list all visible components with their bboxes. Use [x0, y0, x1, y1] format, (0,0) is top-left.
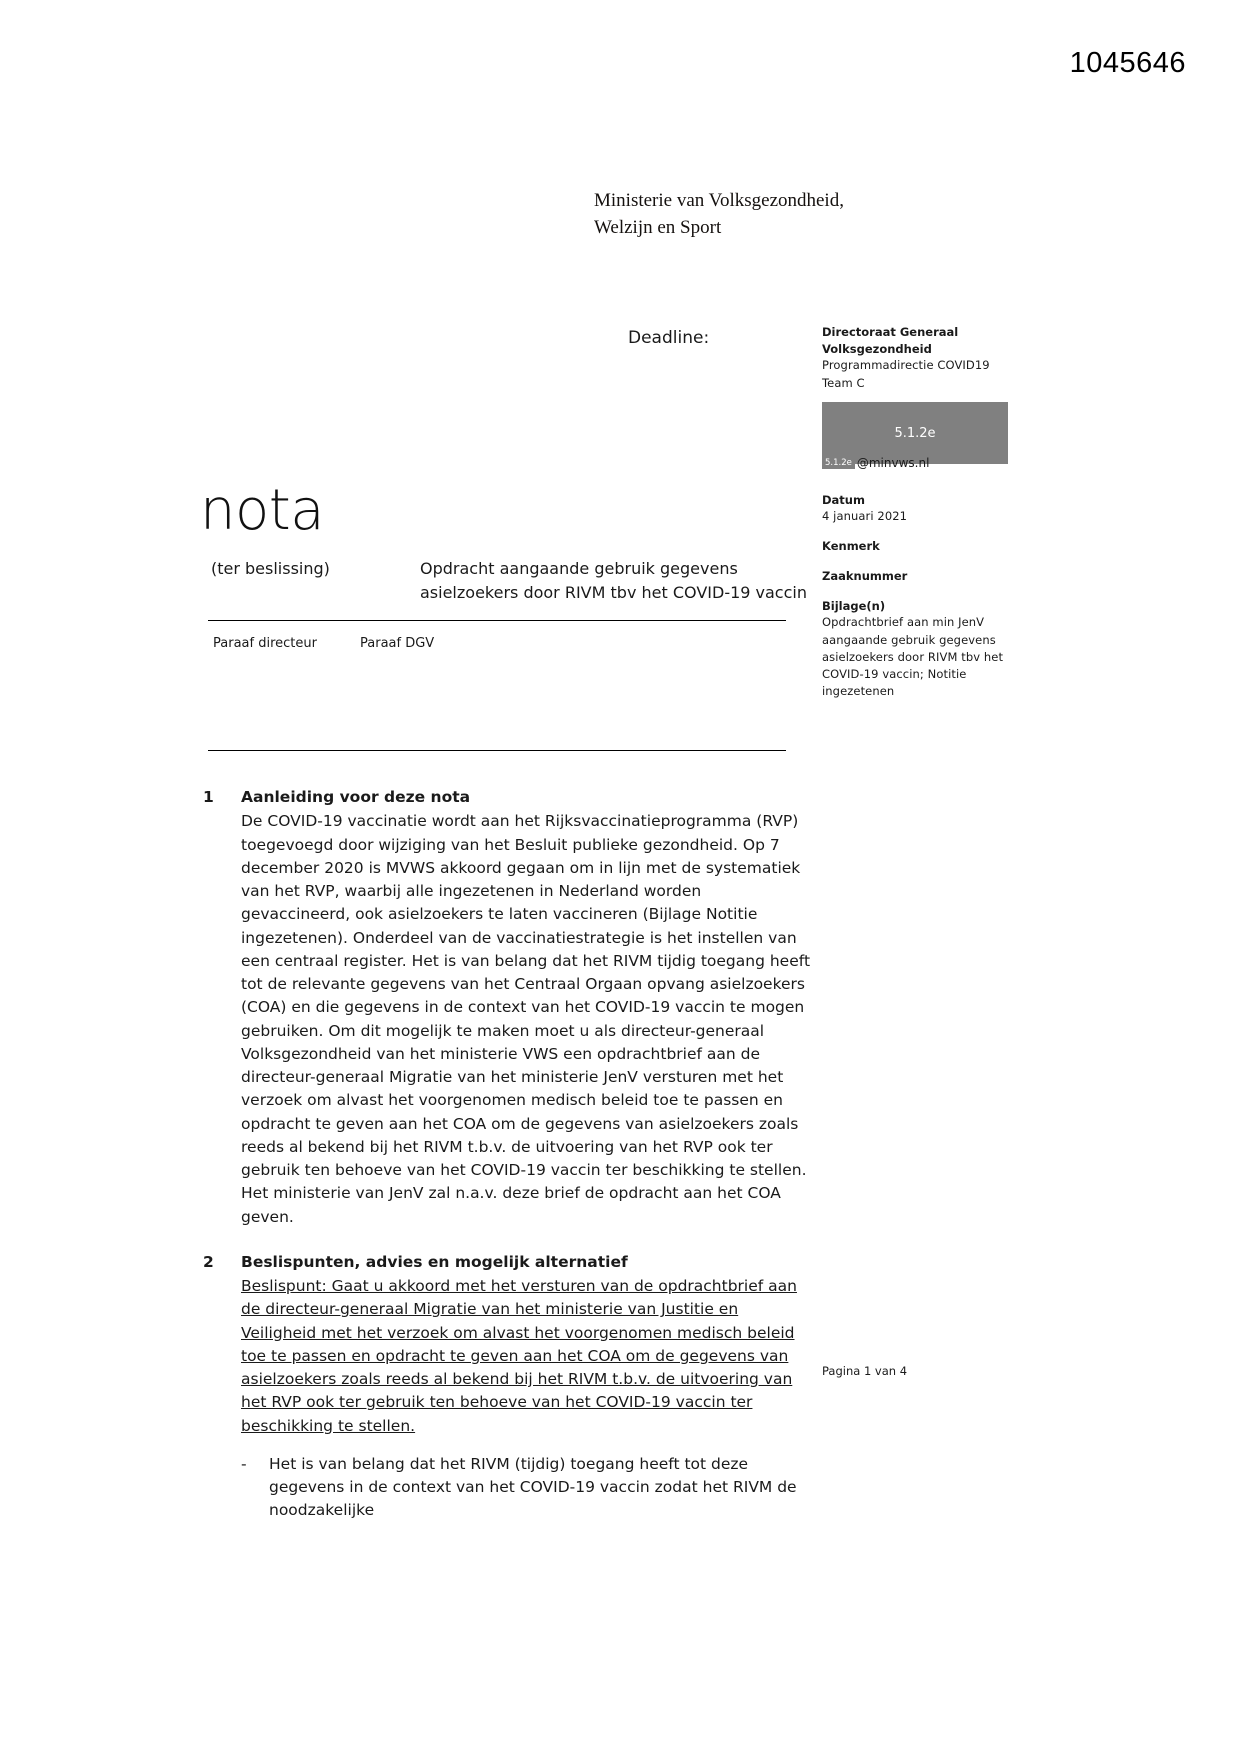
email-redaction-code: 5.1.2e [822, 457, 855, 469]
section-2 [203, 1251, 811, 1523]
meta-sidebar [822, 324, 1022, 701]
initials-director-label: Paraaf directeur [213, 636, 317, 651]
bullet-text: Het is van belang dat het RIVM (tijdig) toegang heeft tot deze gegevens in de context van het COVID-19 vaccin zodat het RIVM de noodzakelijke [269, 1454, 797, 1520]
case-number-label: Zaaknummer [822, 569, 908, 584]
section-2-number: 2 [203, 1252, 214, 1271]
directorate-line-2: Volksgezondheid [822, 341, 932, 356]
page-title: nota [200, 478, 325, 543]
list-item [241, 1453, 811, 1523]
memo-subject: Opdracht aangaande gebruik gegevens asielzoekers door RIVM tbv het COVID-19 vaccin [420, 559, 807, 602]
page-footer: Pagina 1 van 4 [822, 1364, 908, 1378]
section-2-heading: Beslispunten, advies en mogelijk alternatief [241, 1252, 628, 1271]
attachments-label: Bijlage(n) [822, 598, 886, 613]
document-number: 1045646 [1069, 47, 1186, 79]
section-1-heading: Aanleiding voor deze nota [241, 788, 471, 806]
ministry-line-1: Ministerie van Volksgezondheid, [594, 190, 844, 211]
team-name: Team C [822, 375, 865, 390]
attachments-value: Opdrachtbrief aan min JenV aangaande gebruik gegevens asielzoekers door RIVM tbv het COVID-19 vaccin; Notitie ingezetenen [822, 615, 1004, 699]
redaction-code: 5.1.2e [894, 425, 936, 441]
email-line [822, 456, 929, 470]
ministry-header [594, 188, 844, 242]
email-domain: @minvws.nl [856, 456, 930, 470]
date-value: 4 januari 2021 [822, 509, 908, 524]
section-1-paragraph: De COVID-19 vaccinatie wordt aan het Rijksvaccinatieprogramma (RVP) toegevoegd door wijziging van het Besluit publieke gezondheid. Op 7 december 2020 is MVWS akkoord gegaan om in lijn met de systematiek van het RVP, waarbij alle ingezetenen in Nederland worden gevaccineerd, ook asielzoekers te laten vaccineren (Bijlage Notitie ingezetenen). Onderdeel van de vaccinatiestrategie is het instellen van een centraal register. Het is van belang dat het RIVM tijdig toegang heeft tot de relevante gegevens van het Centraal Orgaan opvang asielzoekers (COA) en die gegevens in de context van het COVID-19 vaccin te mogen gebruiken. Om dit mogelijk te maken moet u als directeur-generaal Volksgezondheid van het ministerie VWS een opdrachtbrief aan de directeur-generaal Migratie van het ministerie JenV versturen met het verzoek om alvast het voorgenomen medisch beleid toe te passen en opdracht te geven aan het COA om de gegevens van asielzoekers zoals reeds al bekend bij het RIVM t.b.v. de uitvoering van het RVP ook ter gebruik ten behoeve van het COVID-19 vaccin ter beschikking te stellen. Het ministerie van JenV zal n.a.v. deze brief de opdracht aan het COA geven. [241, 812, 811, 1226]
deadline-label: Deadline: [628, 328, 710, 348]
date-label: Datum [822, 492, 865, 507]
document-body [203, 786, 811, 1541]
section-2-bullets [241, 1453, 811, 1523]
section-2-paragraph: Beslispunt: Gaat u akkoord met het versturen van de opdrachtbrief aan de directeur-generaal Migratie van het ministerie van Justitie en Veiligheid met het verzoek om alvast het voorgenomen medisch beleid toe te passen en opdracht te geven aan het COA om de gegevens van asielzoekers zoals reeds al bekend bij het RIVM t.b.v. de uitvoering van het RVP ook ter gebruik ten behoeve van het COVID-19 vaccin ter beschikking te stellen. [241, 1277, 797, 1435]
section-1 [203, 786, 811, 1229]
directorate-line-1: Directoraat Generaal [822, 325, 959, 339]
reference-label: Kenmerk [822, 539, 880, 554]
divider-top [208, 620, 786, 621]
programme-directorate: Programmadirectie COVID19 [822, 358, 990, 373]
initials-dgv-label: Paraaf DGV [360, 636, 435, 651]
bullet-dash-icon: - [241, 1454, 247, 1473]
divider-bottom [208, 750, 786, 751]
section-1-number: 1 [203, 788, 214, 806]
designed-by-redaction-box [822, 402, 1008, 464]
ministry-line-2: Welzijn en Sport [594, 216, 722, 238]
memo-type: (ter beslissing) [211, 559, 330, 578]
